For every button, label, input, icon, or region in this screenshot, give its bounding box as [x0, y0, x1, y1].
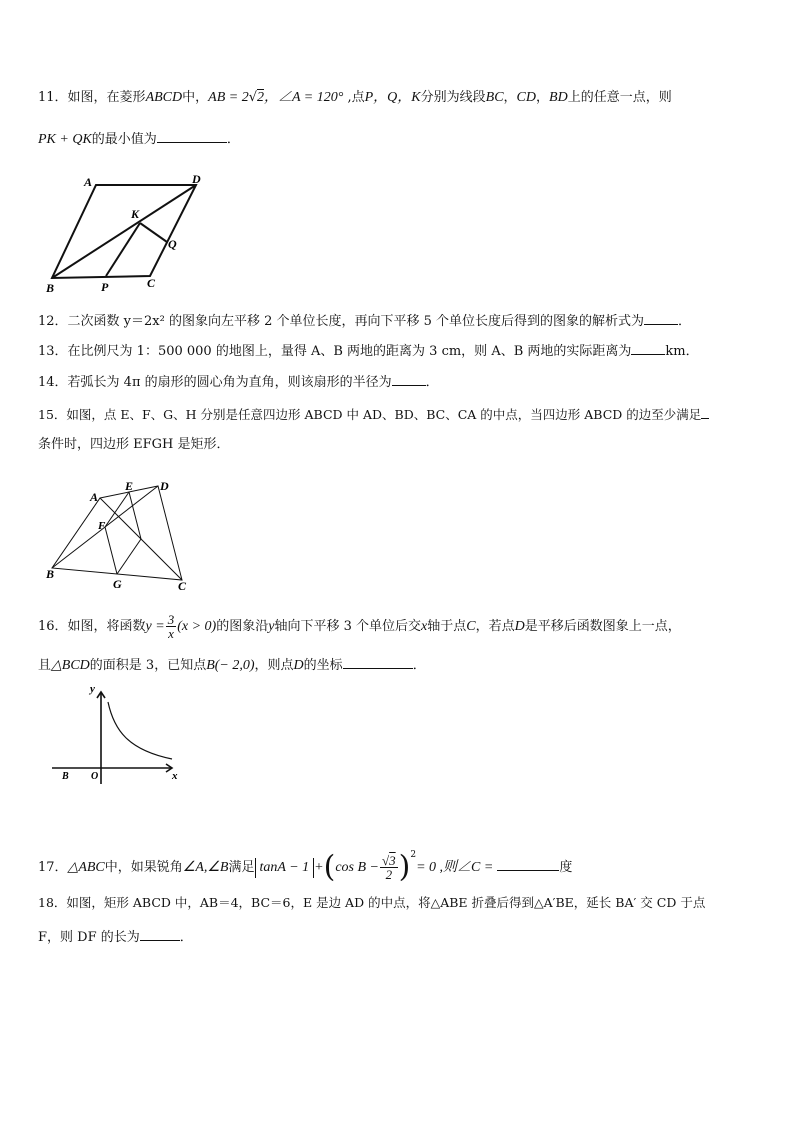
q16-line2: 且△BCD的面积是 3，已知点B(− 2,0)，则点D的坐标 ． — [38, 654, 426, 676]
answer-blank — [631, 340, 665, 355]
label-C: C — [147, 276, 156, 290]
answer-blank — [701, 404, 709, 419]
fraction-sqrt3-over-2: $\frac{√3}{2}$ — [382, 853, 396, 882]
rhombus-figure — [34, 168, 214, 293]
label-F: F — [98, 520, 106, 532]
answer-blank — [497, 856, 559, 871]
q15-line2: 条件时，四边形 EFGH 是矩形． — [38, 437, 230, 452]
answer-blank — [392, 371, 426, 386]
right-paren: ) — [398, 849, 411, 885]
label-x: x — [172, 770, 178, 782]
answer-blank — [157, 128, 227, 143]
answer-blank — [343, 654, 413, 669]
q14: 14．若弧长为 4π 的扇形的圆心角为直角，则该扇形的半径为 ． — [38, 371, 439, 393]
answer-blank — [140, 926, 180, 941]
q18-line2: F，则 DF 的长为 ． — [38, 926, 193, 948]
q18-line1: 18．如图，矩形 ABCD 中，AB＝4，BC＝6，E 是边 AD 的中点，将△ABE 折叠后得到△A′BE，延长 BA′ 交 CD 于点 — [38, 895, 706, 910]
quadrilateral-figure — [40, 476, 200, 594]
q12: 12．二次函数 y＝2x² 的图象向左平移 2 个单位长度，再向下平移 5 个单位长度后得到的图象的解析式为 ． — [38, 310, 691, 332]
left-paren: ( — [323, 849, 336, 885]
label-A: A — [90, 490, 99, 504]
label-G: G — [113, 577, 122, 591]
q11-line1: 11．如图，在菱形ABCD中，AB = 2√2，∠A = 120° ,点P，Q，K分别为线段BC，CD，BD上的任意一点，则 — [38, 90, 672, 105]
fraction-3-over-x: $\frac{3}{x}$ — [167, 612, 175, 641]
label-P: P — [101, 280, 109, 293]
q16-line1: 16．如图，将函数y = $\frac{3}{x}$ (x > 0)的图象沿y轴向下平移 3 个单位后交x轴于点C，若点D是平移后函数图象上一点， — [38, 612, 681, 641]
absolute-value: tanA − 1 — [255, 858, 315, 878]
q13: 13．在比例尺为 1：500 000 的地图上，量得 A、B 两地的距离为 3 cm，则 A、B 两地的实际距离为 km． — [38, 340, 699, 362]
label-B: B — [46, 281, 55, 293]
label-C: C — [178, 579, 187, 593]
label-E: E — [125, 479, 134, 493]
label-D: D — [192, 172, 201, 186]
label-K: K — [131, 207, 140, 221]
hyperbola-figure — [48, 680, 188, 790]
label-y: y — [90, 683, 95, 695]
answer-blank — [644, 310, 678, 325]
label-B: B — [46, 567, 55, 581]
q15-line1: 15．如图，点 E、F、G、H 分别是任意四边形 ABCD 中 AD、BD、BC、CA 的中点，当四边形 ABCD 的边至少满足 — [38, 404, 709, 425]
label-B: B — [62, 771, 69, 782]
q17: 17．△ABC中，如果锐角∠A,∠B满足 tanA − 1 +(cos B − $\frac{√3}{2}$ )$^2$= 0 ,则∠C = 度 — [38, 849, 573, 885]
sqrt-sign: √ — [248, 90, 257, 105]
label-A: A — [84, 175, 93, 189]
label-Q: Q — [168, 237, 177, 251]
label-D: D — [160, 479, 169, 493]
q11-line2: PK + QK的最小值为 ． — [38, 128, 240, 150]
label-O: O — [91, 771, 99, 782]
